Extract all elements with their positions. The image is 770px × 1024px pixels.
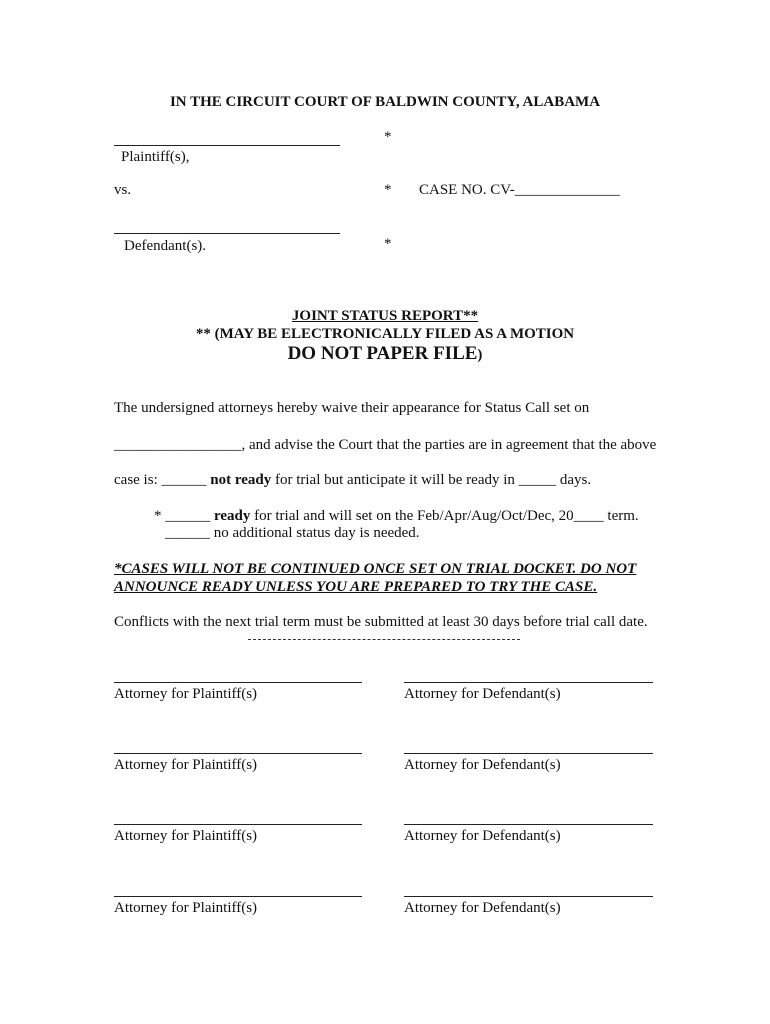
defendant-attorney-label: Attorney for Defendant(s): [404, 757, 561, 773]
vs-label: vs.: [114, 182, 132, 198]
defendant-name-line[interactable]: [114, 233, 340, 234]
paper-file-text: DO NOT PAPER FILE: [287, 343, 478, 364]
plaintiff-label: Plaintiff(s),: [121, 149, 190, 165]
not-ready-label: not ready: [210, 472, 272, 488]
defendant-signature-line[interactable]: [404, 682, 653, 683]
no-status-day-option[interactable]: ______ no additional status day is needed.: [165, 525, 420, 541]
paper-file-note: [0, 343, 770, 365]
plaintiff-signature-line[interactable]: [114, 824, 362, 825]
report-title: [0, 308, 770, 325]
plaintiff-name-line[interactable]: [114, 145, 340, 146]
plaintiff-signature-line[interactable]: [114, 896, 362, 897]
defendant-signature-line[interactable]: [404, 753, 653, 754]
not-ready-option: [114, 472, 591, 489]
warning-line-2: ANNOUNCE READY UNLESS YOU ARE PREPARED TO TRY THE CASE.: [114, 579, 598, 595]
agreement-paragraph: [114, 437, 656, 454]
defendant-attorney-label: Attorney for Defendant(s): [404, 686, 561, 702]
plaintiff-attorney-label: Attorney for Plaintiff(s): [114, 900, 258, 916]
status-call-date-blank[interactable]: _________________: [114, 437, 242, 453]
plaintiff-signature-line[interactable]: [114, 753, 362, 754]
caption-asterisk-1: *: [384, 129, 392, 145]
not-ready-prefix[interactable]: case is: ______: [114, 472, 211, 488]
defendant-attorney-label: Attorney for Defendant(s): [404, 828, 561, 844]
plaintiff-signature-line[interactable]: [114, 682, 362, 683]
defendant-signature-line[interactable]: [404, 824, 653, 825]
caption-asterisk-3: *: [384, 236, 392, 252]
separator-dashes: [248, 639, 520, 640]
defendant-label: Defendant(s).: [124, 238, 207, 254]
plaintiff-attorney-label: Attorney for Plaintiff(s): [114, 686, 258, 702]
conflicts-note: Conflicts with the next trial term must be submitted at least 30 days before trial call date.: [114, 614, 648, 630]
ready-option: [154, 508, 639, 525]
plaintiff-attorney-label: Attorney for Plaintiff(s): [114, 828, 258, 844]
paper-file-paren: ): [477, 347, 483, 363]
case-number-field[interactable]: CASE NO. CV-______________: [419, 182, 620, 198]
defendant-signature-line[interactable]: [404, 896, 653, 897]
agreement-text: , and advise the Court that the parties are in agreement that the above: [241, 437, 657, 453]
report-title-text: JOINT STATUS REPORT**: [291, 308, 479, 324]
ready-suffix: for trial and will set on the Feb/Apr/Aug/Oct/Dec, 20____ term.: [250, 508, 639, 524]
ready-label: ready: [214, 508, 251, 524]
court-heading: IN THE CIRCUIT COURT OF BALDWIN COUNTY, ALABAMA: [169, 94, 601, 110]
plaintiff-attorney-label: Attorney for Plaintiff(s): [114, 757, 258, 773]
waiver-paragraph: The undersigned attorneys hereby waive their appearance for Status Call set on: [114, 400, 590, 416]
caption-asterisk-2: *: [384, 182, 392, 198]
defendant-attorney-label: Attorney for Defendant(s): [404, 900, 561, 916]
electronic-filing-note: ** (MAY BE ELECTRONICALLY FILED AS A MOTION: [195, 326, 575, 342]
warning-line-1: *CASES WILL NOT BE CONTINUED ONCE SET ON TRIAL DOCKET. DO NOT: [114, 561, 637, 577]
ready-prefix[interactable]: * ______: [154, 508, 214, 524]
not-ready-suffix: for trial but anticipate it will be ready in _____ days.: [271, 472, 592, 488]
